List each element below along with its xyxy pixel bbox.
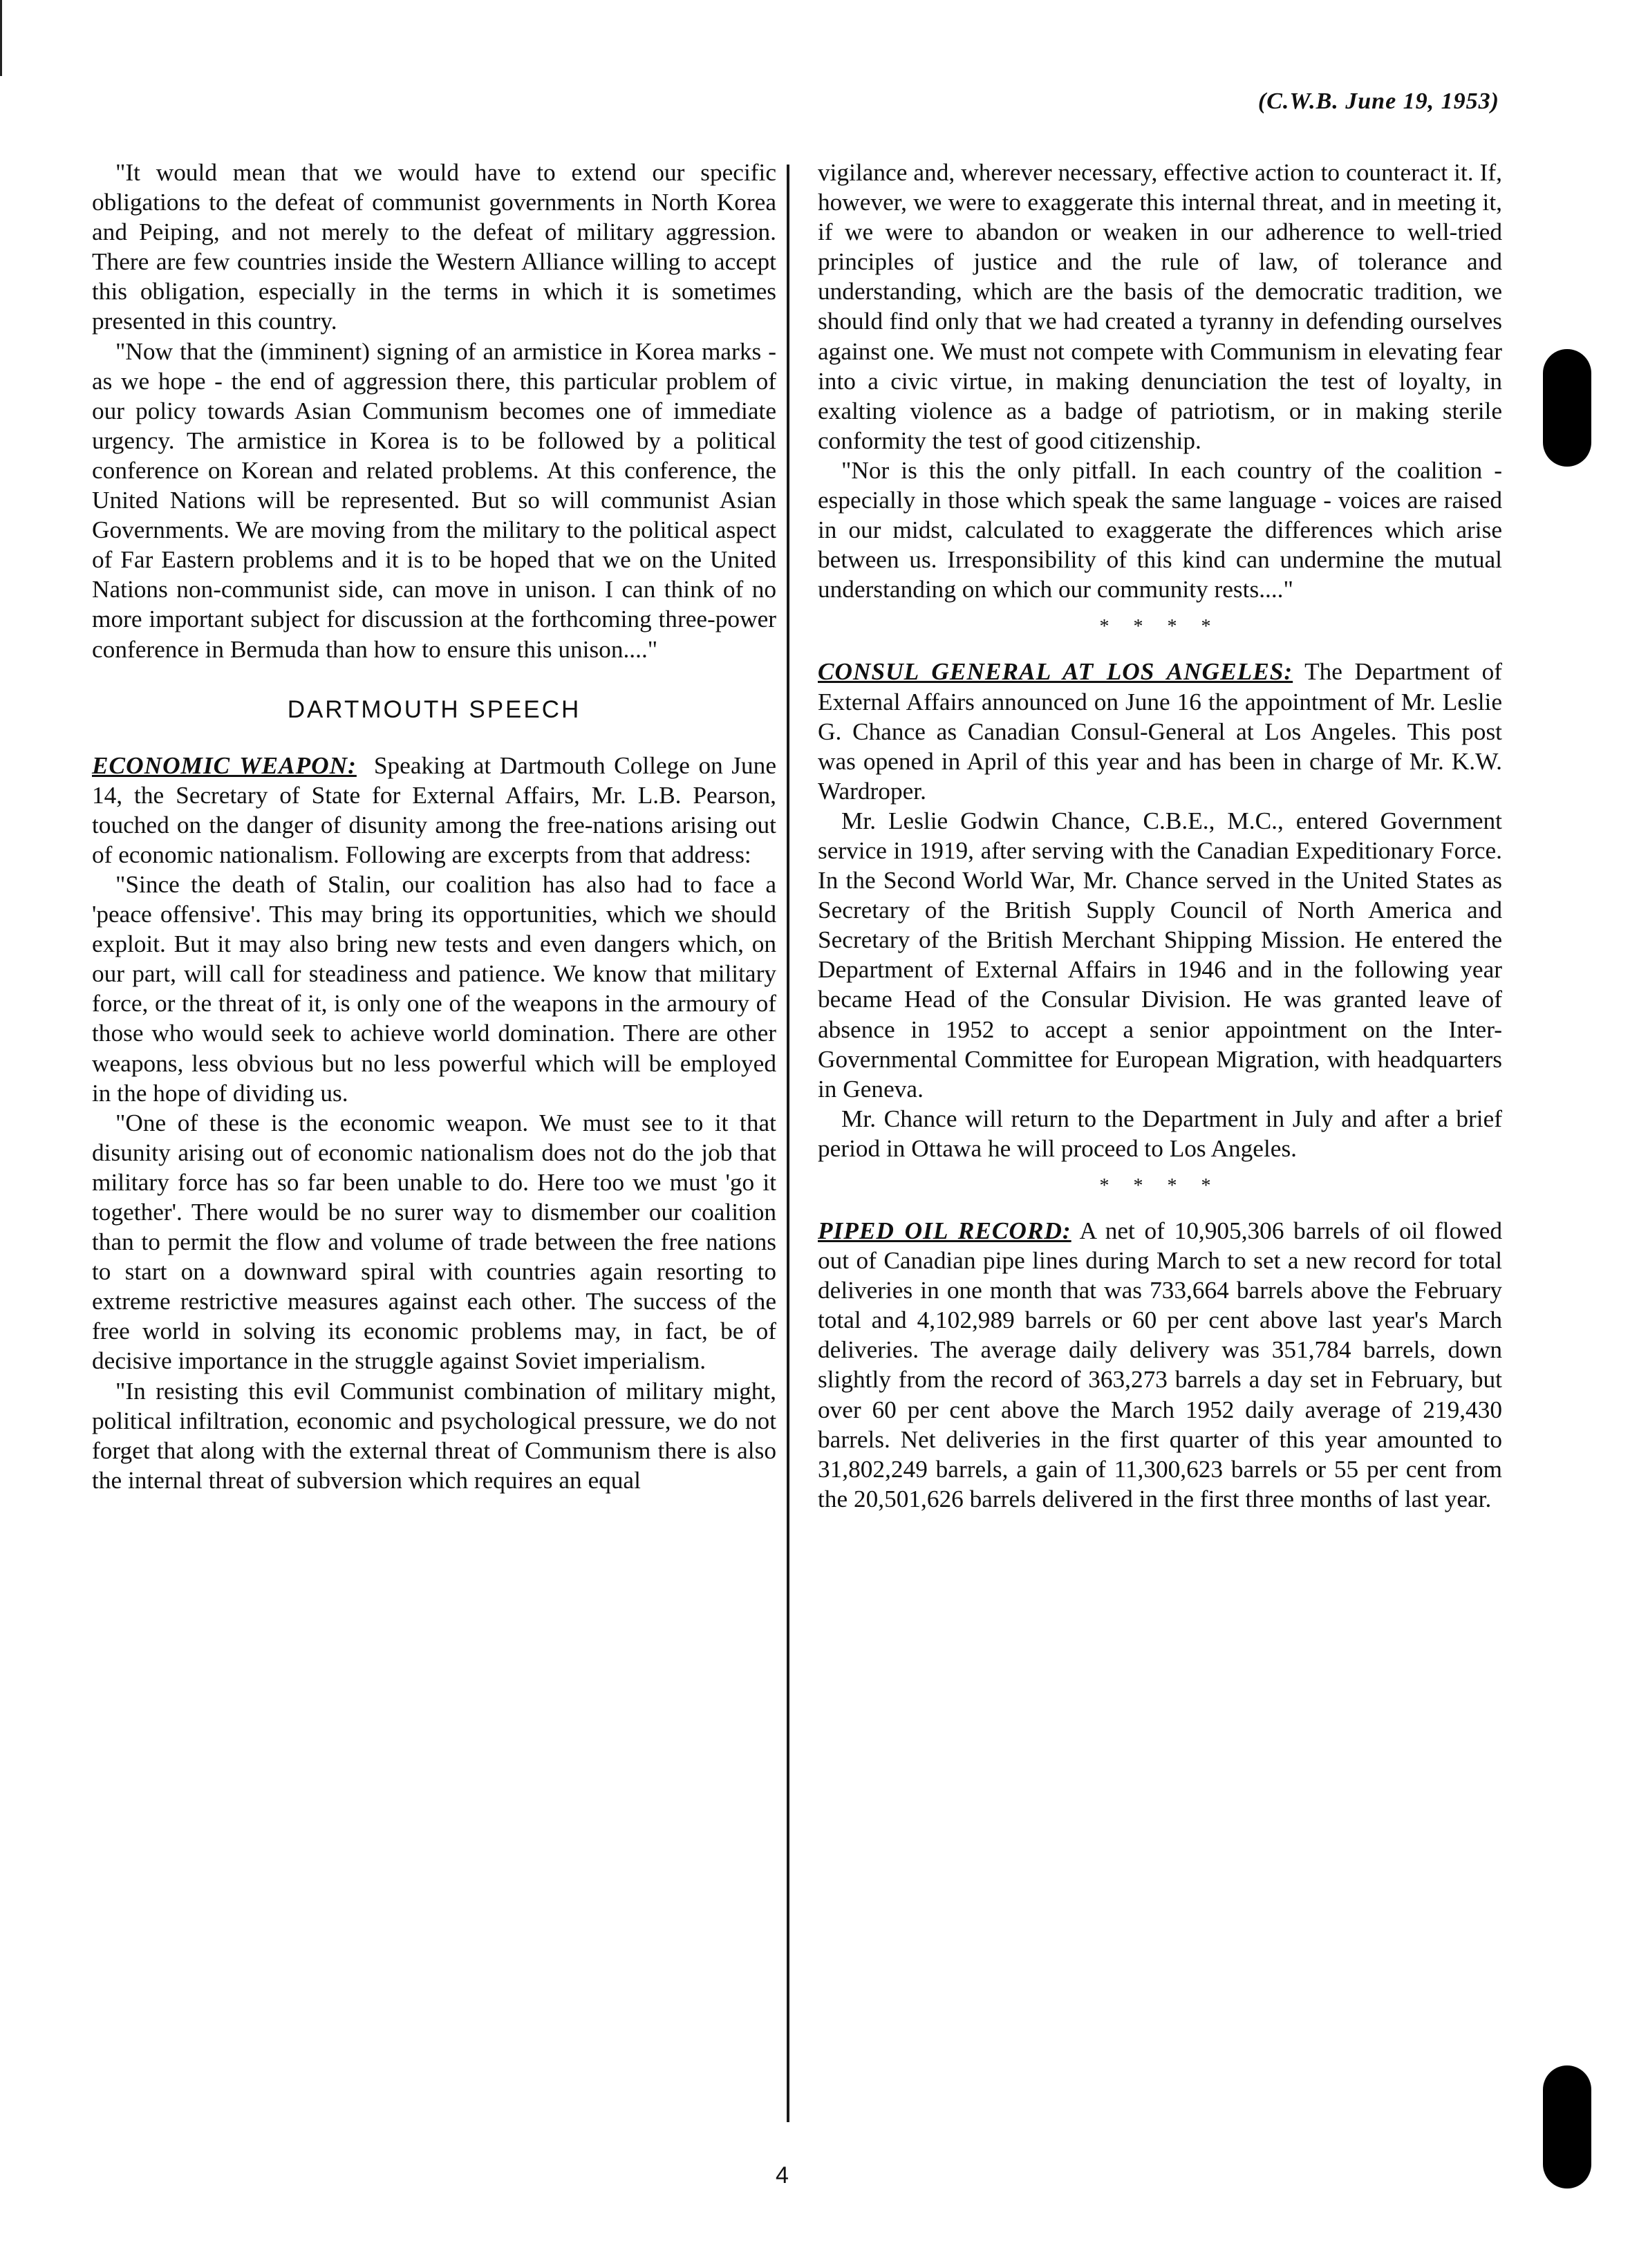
binder-hole: [1543, 2065, 1591, 2189]
section-heading: DARTMOUTH SPEECH: [287, 695, 581, 723]
column-divider: [787, 165, 789, 2122]
article-heading-consul-general: CONSUL GENERAL AT LOS ANGELES:: [818, 658, 1293, 686]
page-citation: (C.W.B. June 19, 1953): [1257, 88, 1499, 114]
binder-hole: [1543, 349, 1591, 467]
article-piped-oil: [818, 1216, 1502, 1514]
right-column: [818, 158, 1502, 1514]
paragraph: Mr. Leslie Godwin Chance, C.B.E., M.C., entered Government service in 1919, after serving with the Canadian Expeditionary Force. In the Second World War, Mr. Chance served in the United States as Secretary of the British Supply Council of North America and Secretary of the British Merchant Shipping Mission. He entered the Department of External Affairs in 1946 and in the following year became Head of the Consular Division. He was granted leave of absence in 1952 to accept a senior appointment on the Inter-Governmental Committee for European Migration, with headquarters in Geneva.: [818, 807, 1502, 1103]
article-heading-economic-weapon: ECONOMIC WEAPON:: [92, 751, 357, 779]
page-edge-rule: [0, 0, 2, 76]
article-intro-text: Speaking at Dartmouth College on June 14, the Secretary of State for External Affairs, Mr. L.B. Pearson, touched on the danger of disunity among the free-nations arising out of economic nationalism. Following are excerpts from that address:: [92, 751, 776, 868]
paragraph: vigilance and, wherever necessary, effective action to counteract it. If, however, we were to exaggerate this internal threat, and in meeting it, if we were to abandon or weaken in our adherence to well-tried principles of justice and the rule of law, of tolerance and understanding, which are the basis of the democratic tradition, we should find only that we had created a tyranny in defending ourselves against one. We must not compete with Communism in elevating fear into a civic virtue, in making denunciation the test of loyalty, in exalting violence as a badge of patriotism, or in making sterile conformity the test of good citizenship.: [818, 159, 1502, 454]
paragraph: "Now that the (imminent) signing of an armistice in Korea marks - as we hope - the end of aggression there, this particular problem of our policy towards Asian Communism becomes one of immediate urgency. The armistice in Korea is to be followed by a political conference on Korean and related problems. At this conference, the United Nations will be represented. But so will communist Asian Governments. We are moving from the military to the political aspect of Far Eastern problems and it is to be hoped that we on the United Nations non-communist side, can move in unison. I can think of no more important subject for discussion at the forthcoming three-power conference in Bermuda than how to ensure this unison....": [92, 337, 776, 663]
section-separator: * * * *: [1099, 1175, 1221, 1197]
paragraph: "In resisting this evil Communist combination of military might, political infiltration, economic and psychological pressure, we do not forget that along with the external threat of Communism there is also the internal threat of subversion which requires an equal: [92, 1377, 776, 1494]
article-body-text: A net of 10,905,306 barrels of oil flowed out of Canadian pipe lines during March to set a new record for total deliveries in one month that was 733,664 barrels above the February total and 4,102,989 barrels or 60 per cent above last year's March deliveries. The average daily delivery was 351,784 barrels, down slightly from the record of 363,273 barrels a day set in February, but over 60 per cent above the March 1952 daily average of 219,430 barrels. Net deliveries in the first quarter of this year amounted to 31,802,249 barrels, a gain of 11,300,623 barrels or 55 per cent from the 20,501,626 barrels delivered in the first three months of last year.: [818, 1217, 1502, 1512]
page-number: 4: [776, 2162, 789, 2189]
paragraph: "Since the death of Stalin, our coalition has also had to face a 'peace offensive'. This may bring its opportunities, which we should exploit. But it may also bring new tests and even dangers which, on our part, will call for steadiness and patience. We know that military force, or the threat of it, is only one of the weapons in the armoury of those who would seek to achieve world domination. There are other weapons, less obvious but no less powerful which will be employed in the hope of dividing us.: [92, 870, 776, 1107]
article-economic-weapon-intro: [92, 751, 776, 870]
article-heading-piped-oil: PIPED OIL RECORD:: [818, 1217, 1071, 1244]
article-intro-text: The Department of External Affairs announced on June 16 the appointment of Mr. Leslie G. Chance as Canadian Consul-General at Los Angeles. This post was opened in April of this year and has been in charge of Mr. K.W. Wardroper.: [818, 658, 1502, 805]
paragraph: "One of these is the economic weapon. We must see to it that disunity arising out of economic nationalism does not do the job that military force has so far been unable to do. Here too we must 'go it together'. There would be no surer way to dismember our coalition than to permit the flow and volume of trade between the free nations to start on a downward spiral with countries again resorting to extreme restrictive measures against each other. The success of the free world in solving its economic problems may, in fact, be of decisive importance in the struggle against Soviet imperialism.: [92, 1109, 776, 1375]
paragraph: "Nor is this the only pitfall. In each country of the coalition - especially in those which speak the same language - voices are raised in our midst, calculated to exaggerate the differences which arise between us. Irresponsibility of this kind can undermine the mutual understanding on which our community rests....": [818, 456, 1502, 603]
paragraph: "It would mean that we would have to extend our specific obligations to the defeat of communist governments in North Korea and Peiping, and not merely to the defeat of military aggression. There are few countries inside the Western Alliance willing to accept this obligation, especially in the terms in which it is sometimes presented in this country.: [92, 159, 776, 335]
section-separator: * * * *: [1099, 616, 1221, 638]
article-consul-intro: [818, 657, 1502, 805]
left-column: [92, 158, 776, 1495]
paragraph: Mr. Chance will return to the Department in July and after a brief period in Ottawa he will proceed to Los Angeles.: [818, 1105, 1502, 1162]
